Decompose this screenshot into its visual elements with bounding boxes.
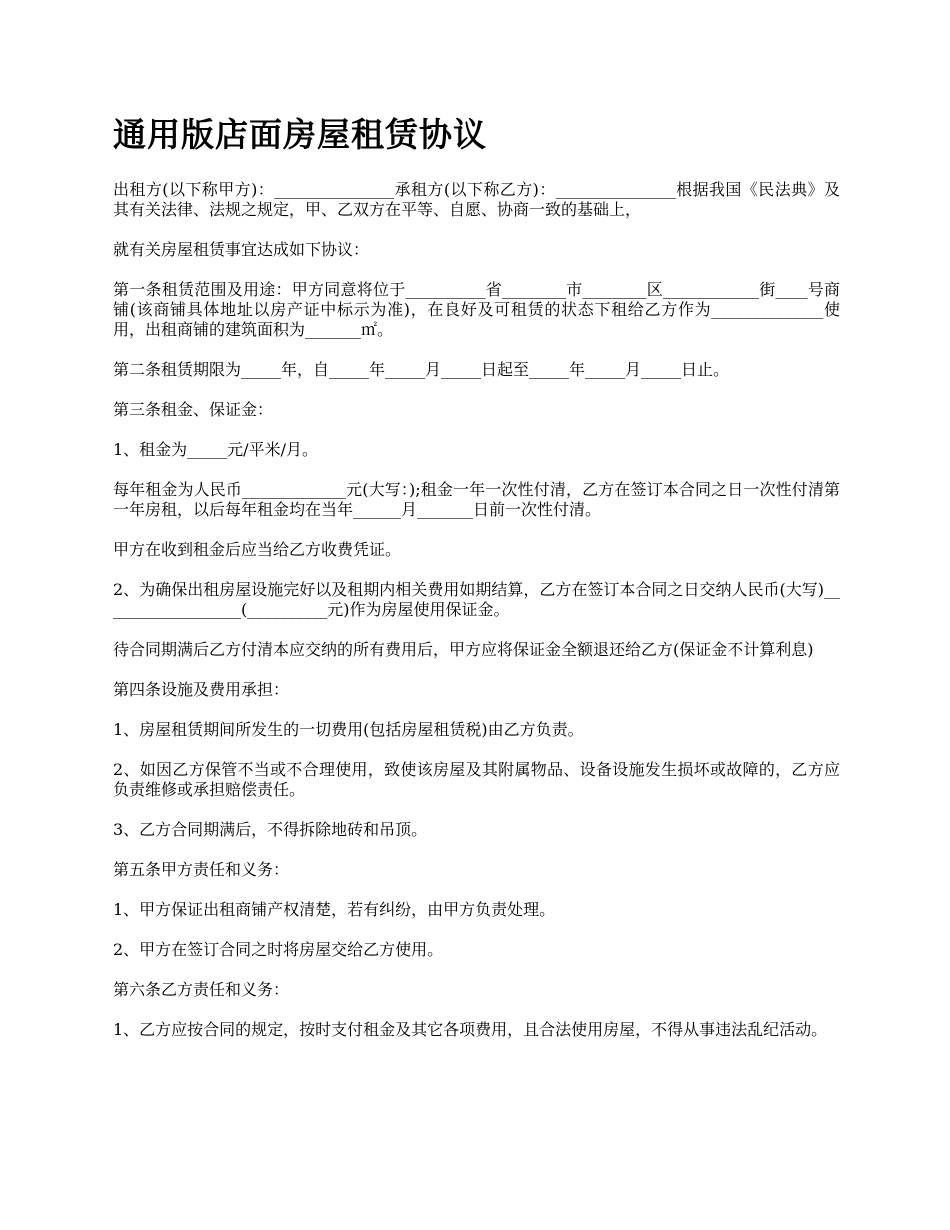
paragraph-article-4-item-1: 1、房屋租赁期间所发生的一切费用(包括房屋租赁税)由乙方负责。 bbox=[113, 720, 584, 739]
paragraph-article-6-item-1: 1、乙方应按合同的规定，按时支付租金及其它各项费用，且合法使用房屋，不得从事违法乱纪活动。 bbox=[113, 1020, 828, 1039]
paragraph-parties: 出租方(以下称甲方)：_______________承租方(以下称乙方)：_______________根据我国《民法典》及其有关法律、法规之规定，甲、乙双方在平等、自愿、协商一致的基础上， bbox=[113, 180, 840, 219]
paragraph-article-3-heading: 第三条租金、保证金： bbox=[113, 400, 274, 419]
document-title: 通用版店面房屋租赁协议 bbox=[113, 115, 487, 154]
paragraph-article-3-annual-rent: 每年租金为人民币_____________元(大写：);租金一年一次性付清，乙方在签订本合同之日一次性付清第一年房租，以后每年租金均在当年______月_______日前一次性付清。 bbox=[113, 480, 840, 519]
paragraph-agreement-intro: 就有关房屋租赁事宜达成如下协议： bbox=[113, 240, 370, 259]
document-page bbox=[113, 112, 840, 1060]
paragraph-article-5-item-1: 1、甲方保证出租商铺产权清楚，若有纠纷，由甲方负责处理。 bbox=[113, 900, 556, 919]
paragraph-article-3-receipt: 甲方在收到租金后应当给乙方收费凭证。 bbox=[113, 540, 402, 559]
paragraph-article-5-heading: 第五条甲方责任和义务： bbox=[113, 860, 290, 879]
paragraph-article-6-heading: 第六条乙方责任和义务： bbox=[113, 980, 290, 999]
paragraph-article-5-item-2: 2、甲方在签订合同之时将房屋交给乙方使用。 bbox=[113, 940, 444, 959]
paragraph-article-2: 第二条租赁期限为_____年，自_____年_____月_____日起至_____年_____月_____日止。 bbox=[113, 360, 730, 379]
paragraph-article-3-deposit-refund: 待合同期满后乙方付清本应交纳的所有费用后，甲方应将保证金全额退还给乙方(保证金不计算利息) bbox=[113, 640, 814, 659]
paragraph-article-1: 第一条租赁范围及用途：甲方同意将位于__________省________市________区____________街____号商铺(该商铺具体地址以房产证中标示为准)，在良好及可租赁的状态下租给乙方作为______________使用，出租商铺的建筑面积为_______㎡。 bbox=[113, 280, 840, 339]
paragraph-article-3-rent: 1、租金为_____元/平米/月。 bbox=[113, 440, 318, 459]
paragraph-article-4-item-2: 2、如因乙方保管不当或不合理使用，致使该房屋及其附属物品、设备设施发生损坏或故障的，乙方应负责维修或承担赔偿责任。 bbox=[113, 760, 840, 799]
paragraph-article-4-heading: 第四条设施及费用承担： bbox=[113, 680, 290, 699]
paragraph-article-4-item-3: 3、乙方合同期满后，不得拆除地砖和吊顶。 bbox=[113, 820, 428, 839]
paragraph-article-3-deposit: 2、为确保出租房屋设施完好以及租期内相关费用如期结算，乙方在签订本合同之日交纳人民币(大写)__________________(__________元)作为房屋使用保证金。 bbox=[113, 580, 840, 619]
